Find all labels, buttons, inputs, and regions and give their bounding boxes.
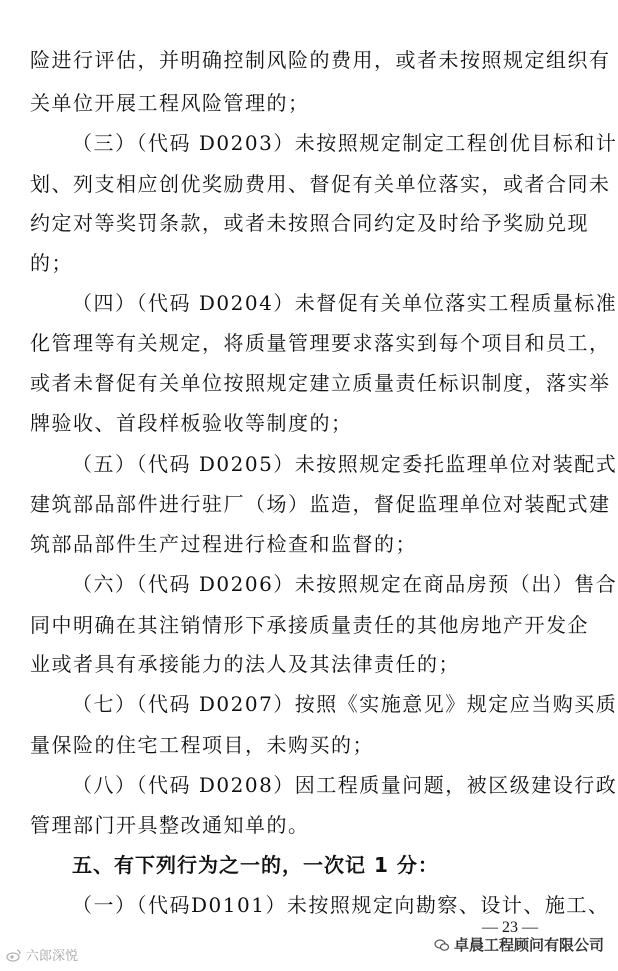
text-line: （五）（代码 D0205）未按照规定委托监理单位对装配式 (72, 452, 618, 476)
text-line: （四）（代码 D0204）未督促有关单位落实工程质量标准 (72, 291, 618, 315)
text-line: （八）（代码 D0208）因工程质量问题，被区级建设行政 (72, 773, 618, 797)
text-line: 量保险的住宅工程项目，未购买的； (30, 733, 374, 757)
watermark-left (6, 945, 78, 964)
text-line: （七）（代码 D0207）按照《实施意见》规定应当购买质 (72, 692, 618, 716)
text-line: 约定对等奖罚条款，或者未按照合同约定及时给予奖励兑现 (30, 211, 589, 235)
text-line: 管理部门开具整改通知单的。 (30, 813, 310, 837)
wechat-icon (434, 937, 450, 953)
text-line: 划、列支相应创优奖励费用、督促有关单位落实，或者合同未 (30, 172, 611, 196)
watermark-right-text: 卓晨工程顾问有限公司 (453, 936, 604, 954)
page-number: — 23 — (482, 919, 538, 936)
section-heading: 五、有下列行为之一的，一次记 1 分： (72, 853, 439, 877)
weibo-icon (6, 947, 22, 963)
text-line: 建筑部品部件进行驻厂（场）监造，督促监理单位对装配式建 (30, 492, 611, 516)
text-line: （三）（代码 D0203）未按照规定制定工程创优目标和计 (72, 131, 618, 155)
text-line: 化管理等有关规定，将质量管理要求落实到每个项目和员工， (30, 331, 611, 355)
text-line: 牌验收、首段样板验收等制度的； (30, 411, 353, 435)
watermark-left-text: 六郎深悦 (26, 949, 79, 964)
text-line: 或者未督促有关单位按照规定建立质量责任标识制度，落实举 (30, 371, 611, 395)
watermark-right (434, 934, 604, 955)
text-line: 险进行评估，并明确控制风险的费用，或者未按照规定组织有 (30, 48, 611, 72)
text-line: （六）（代码 D0206）未按照规定在商品房预（出）售合 (72, 572, 618, 596)
text-line: 的； (30, 251, 73, 275)
text-line: 业或者具有承接能力的法人及其法律责任的； (30, 652, 460, 676)
text-line: 筑部品部件生产过程进行检查和监督的； (30, 532, 417, 556)
text-line: （一）（代码D0101）未按照规定向勘察、设计、施工、 (72, 893, 610, 917)
text-line: 同中明确在其注销情形下承接质量责任的其他房地产开发企 (30, 613, 589, 637)
text-line: 关单位开展工程风险管理的； (30, 91, 310, 115)
